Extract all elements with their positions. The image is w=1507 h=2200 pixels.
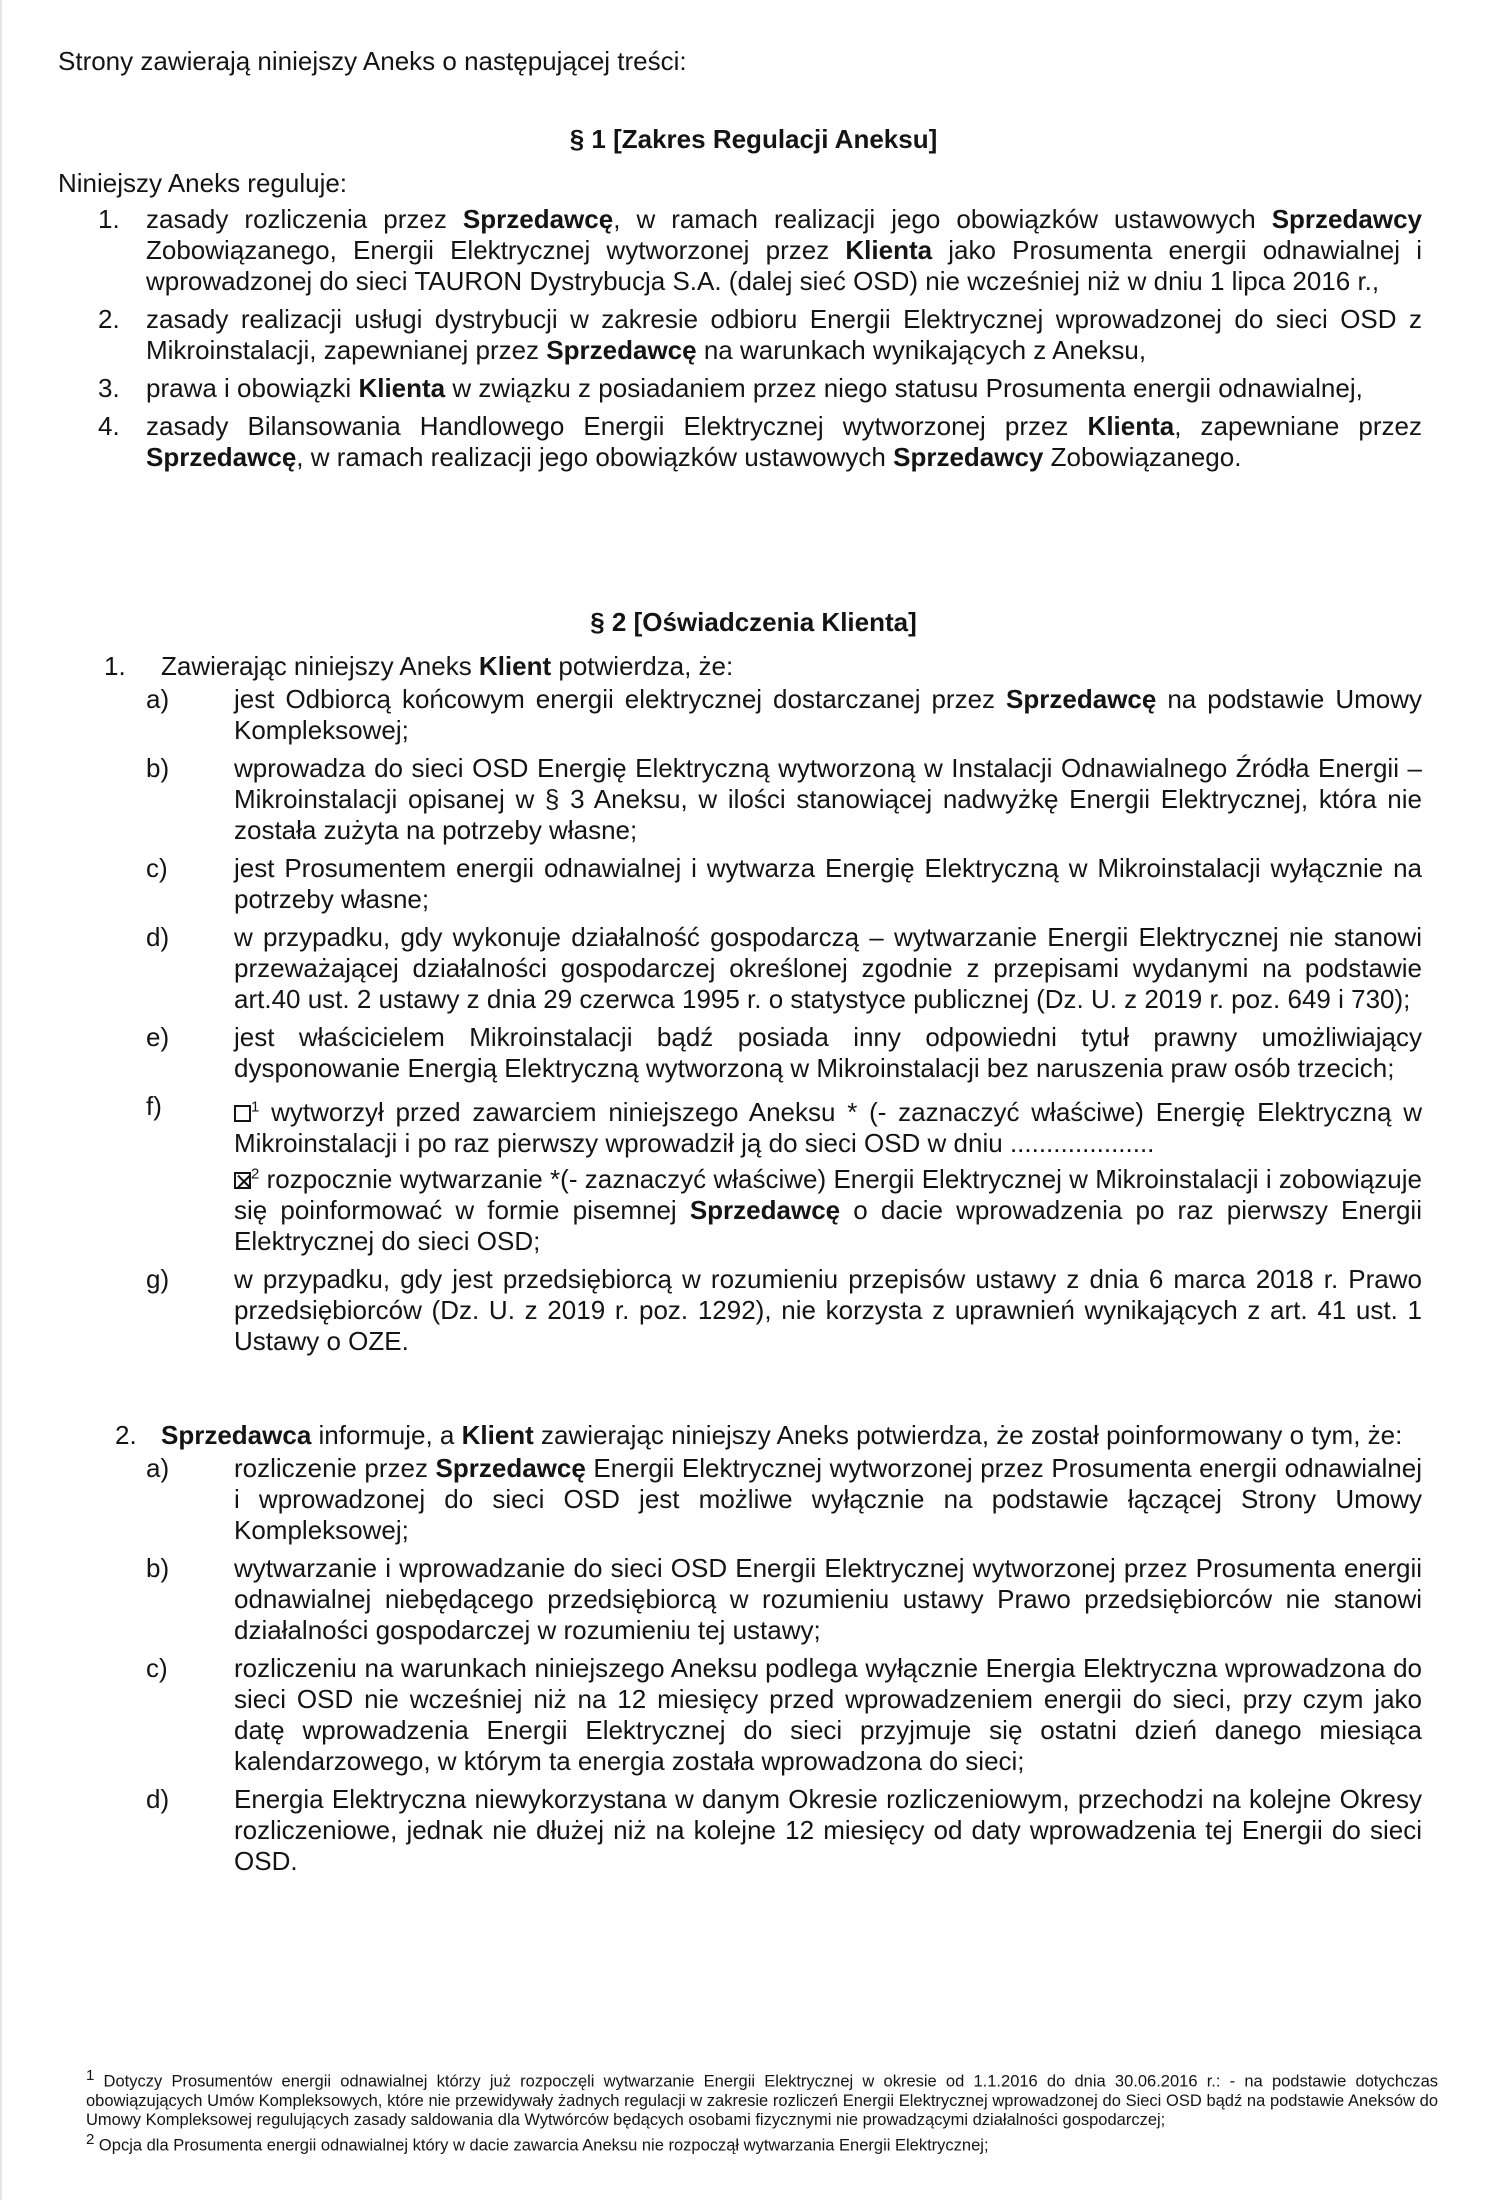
item-marker: a) (146, 1453, 170, 1483)
paragraph-1-lead: Zawierając niniejszy Aneks Klient potwierdza, że: (161, 651, 734, 681)
footnotes (86, 2066, 1438, 2155)
item-text: wprowadza do sieci OSD Energię Elektryczną wytworzoną w Instalacji Odnawialnego Źródła Energii – Mikroinstalacji opisanej w § 3 Aneksu, w ilości stanowiącej nadwyżkę Energii Elektrycznej, która nie została zużyta na potrzeby własne; (234, 753, 1422, 845)
item-marker: g) (146, 1264, 170, 1295)
item-text: rozliczenie przez Sprzedawcę Energii Elektrycznej wytworzonej przez Prosumenta energii odnawialnej i wprowadzonej do sieci OSD jest możliwe wyłącznie na podstawie łączącej Strony Umowy Kompleksowej; (234, 1453, 1423, 1545)
paragraph-number: 1. (104, 651, 126, 681)
section-2-paragraph-1 (58, 651, 1422, 1364)
item-marker: e) (146, 1022, 170, 1052)
item-text: $^1$ wytworzył przed zawarciem niniejszego Aneksu * (- zaznaczyć właściwe) Energię Elektryczną w Mikroinstalacji i po raz pierwszy wprowadził ją do sieci OSD w dniu .................... $^2$ rozpocznie wytwarzanie *(- zaznaczyć właściwe) Energii Elektrycznej w Mikroinstalacji i zobowiązuje się poinformować w formie pisemnej Sprzedawcę o dacie wprowadzenia po raz pierwszy Energii Elektrycznej do sieci OSD; (234, 1096, 1422, 1257)
item-marker: 4. (98, 411, 120, 441)
item-text: Energia Elektryczna niewykorzystana w danym Okresie rozliczeniowym, przechodzi na kolejne Okresy rozliczeniowe, jednak nie dłużej niż na kolejne 12 miesięcy od daty wprowadzenia tej Energii do sieci OSD. (234, 1784, 1422, 1876)
item-marker: b) (146, 753, 170, 783)
paragraph-2-items (146, 1453, 1422, 1877)
list-item (146, 753, 1422, 846)
footnote: $^2$ Opcja dla Prosumenta energii odnawialnej który w dacie zawarcia Aneksu nie rozpoczął wytwarzania Energii Elektrycznej; (86, 2130, 989, 2154)
paragraph-number: 2. (115, 1420, 137, 1450)
list-item (146, 1784, 1422, 1877)
paragraph-1-items (146, 684, 1422, 1357)
list-item (58, 304, 1422, 366)
section-1-list (58, 204, 1422, 480)
item-marker: c) (146, 1653, 168, 1683)
list-item (58, 373, 1422, 404)
list-item (146, 1264, 1422, 1357)
item-marker: d) (146, 922, 170, 952)
list-item (146, 853, 1422, 915)
list-item (146, 922, 1422, 1015)
item-text: prawa i obowiązki Klienta w związku z posiadaniem przez niego statusu Prosumenta energii odnawialnej, (146, 373, 1363, 403)
item-text: zasady rozliczenia przez Sprzedawcę, w ramach realizacji jego obowiązków ustawowych Sprzedawcy Zobowiązanego, Energii Elektrycznej wytworzonej przez Klienta jako Prosumenta energii odnawialnej i wprowadzonej do sieci TAURON Dystrybucja S.A. (dalej sieć OSD) nie wcześniej niż w dniu 1 lipca 2016 r., (146, 204, 1423, 296)
item-marker: b) (146, 1553, 170, 1583)
item-marker: c) (146, 853, 168, 883)
item-marker: 1. (98, 204, 120, 234)
item-marker: 3. (98, 373, 120, 403)
item-marker: 2. (98, 304, 120, 334)
item-text: w przypadku, gdy wykonuje działalność gospodarczą – wytwarzanie Energii Elektrycznej nie stanowi przeważającej działalności gospodarczej określonej zgodnie z przepisami wydanymi na podstawie art.40 ust. 2 ustawy z dnia 29 czerwca 1995 r. o statystyce publicznej (Dz. U. z 2019 r. poz. 649 i 730); (234, 922, 1422, 1014)
paragraph-2-lead: Sprzedawca informuje, a Klient zawierając niniejszy Aneks potwierdza, że został poinformowany o tym, że: (161, 1420, 1403, 1450)
item-text: zasady Bilansowania Handlowego Energii Elektrycznej wytworzonej przez Klienta, zapewniane przez Sprzedawcę, w ramach realizacji jego obowiązków ustawowych Sprzedawcy Zobowiązanego. (146, 411, 1423, 472)
item-text: rozliczeniu na warunkach niniejszego Aneksu podlega wyłącznie Energia Elektryczna wprowadzona do sieci OSD nie wcześniej niż na 12 miesięcy przed wprowadzeniem energii do sieci, przy czym jako datę wprowadzenia Energii Elektrycznej do sieci przyjmuje się ostatni dzień danego miesiąca kalendarzowego, w którym ta energia została wprowadzona do sieci; (234, 1653, 1422, 1776)
section-2-heading: § 2 [Oświadczenia Klienta] (590, 607, 917, 637)
item-text: jest Odbiorcą końcowym energii elektrycznej dostarczanej przez Sprzedawcę na podstawie Umowy Kompleksowej; (234, 684, 1422, 745)
item-marker: f) (146, 1091, 162, 1121)
list-item (146, 1022, 1422, 1084)
item-text: jest właścicielem Mikroinstalacji bądź posiada inny odpowiedni tytuł prawny umożliwiający dysponowanie Energią Elektryczną wytworzoną w Mikroinstalacji bez naruszenia praw osób trzecich; (234, 1022, 1422, 1083)
list-item (146, 1091, 1422, 1257)
list-item (58, 411, 1422, 473)
list-item (146, 1653, 1422, 1777)
item-marker: d) (146, 1784, 170, 1814)
footnote: $^1$ Dotyczy Prosumentów energii odnawialnej którzy już rozpoczęli wytwarzanie Energii Elektrycznej w okresie od 1.1.2016 do dnia 30.06.2016 r.: - na podstawie dotychczas obowiązujących Umów Kompleksowych, które nie przewidywały żadnych regulacji w zakresie rozliczeń Energii Elektrycznej wprowadzonej do Sieci OSD bądź na podstawie Aneksów do Umowy Kompleksowej regulujących zasady saldowania dla Wytwórców będących osobami fizycznymi nie prowadzącymi działalności gospodarczej; (86, 2067, 1438, 2129)
list-item (146, 1453, 1422, 1546)
section-1-lead: Niniejszy Aneks reguluje: (58, 168, 348, 198)
list-item (146, 684, 1422, 746)
list-item (146, 1553, 1422, 1646)
list-item (58, 204, 1422, 297)
item-marker: a) (146, 684, 170, 714)
item-text: wytwarzanie i wprowadzanie do sieci OSD Energii Elektrycznej wytworzonej przez Prosumenta energii odnawialnej niebędącego przedsiębiorcą w rozumieniu ustawy Prawo przedsiębiorców nie stanowi działalności gospodarczej w rozumieniu tej ustawy; (234, 1553, 1422, 1645)
section-2-paragraph-2 (58, 1420, 1422, 1884)
item-text: w przypadku, gdy jest przedsiębiorcą w rozumieniu przepisów ustawy z dnia 6 marca 2018 r. Prawo przedsiębiorców (Dz. U. z 2019 r. poz. 1292), nie korzysta z uprawnień wynikających z art. 41 ust. 1 Ustawy o OZE. (234, 1264, 1422, 1357)
item-text: zasady realizacji usługi dystrybucji w zakresie odbioru Energii Elektrycznej wprowadzonej do sieci OSD z Mikroinstalacji, zapewnianej przez Sprzedawcę na warunkach wynikających z Aneksu, (146, 304, 1422, 365)
page-edge (0, 0, 2, 2200)
item-text: jest Prosumentem energii odnawialnej i wytwarza Energię Elektryczną w Mikroinstalacji wyłącznie na potrzeby własne; (234, 853, 1422, 914)
section-1-heading: § 1 [Zakres Regulacji Aneksu] (569, 124, 938, 154)
intro-text: Strony zawierają niniejszy Aneks o następującej treści: (58, 46, 687, 76)
